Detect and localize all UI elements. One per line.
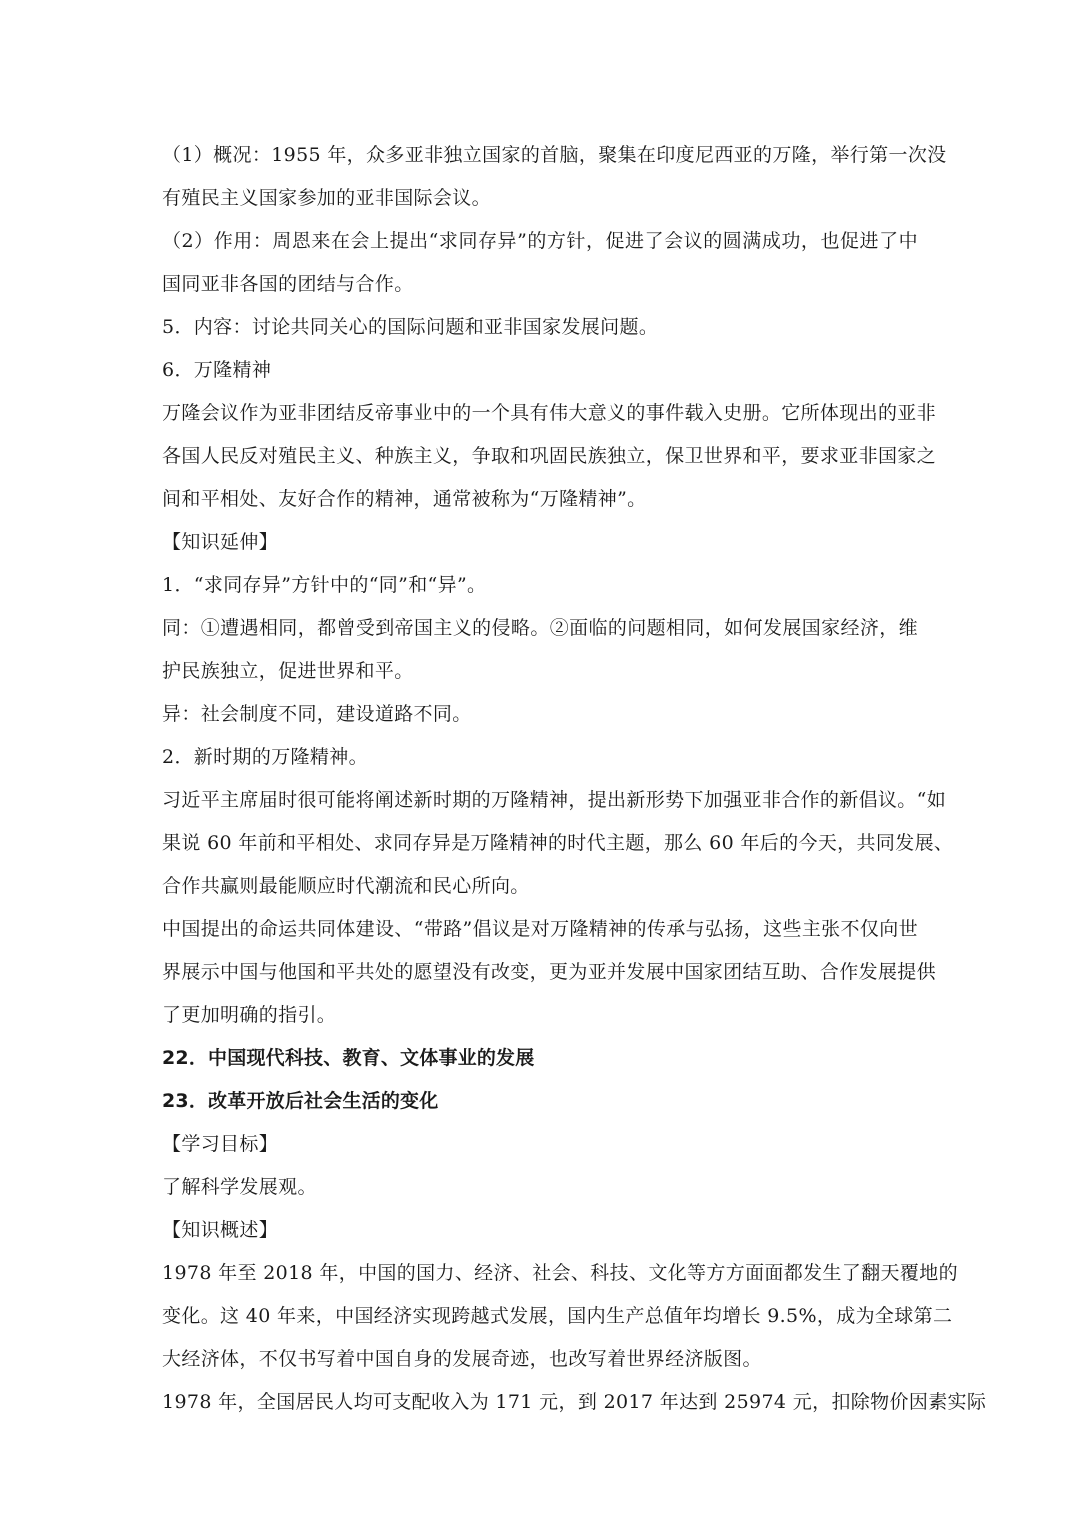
paragraph-line: 有殖民主义国家参加的亚非国际会议。 — [162, 187, 491, 209]
paragraph-line: 护民族独立，促进世界和平。 — [162, 660, 414, 682]
paragraph-line: 了解科学发展观。 — [162, 1176, 317, 1198]
paragraph-line: 果说 60 年前和平相处、求同存异是万隆精神的时代主题，那么 60 年后的今天，共同发展、 — [162, 832, 954, 854]
bracket-heading: 【知识延伸】 — [162, 531, 279, 553]
document-page — [162, 134, 987, 1424]
paragraph-line: 了更加明确的指引。 — [162, 1004, 337, 1026]
section-heading: 6．万隆精神 — [162, 359, 272, 381]
paragraph-line: 界展示中国与他国和平共处的愿望没有改变，更为亚并发展中国家团结互助、合作发展提供 — [162, 961, 937, 983]
chapter-heading: 22．中国现代科技、教育、文体事业的发展 — [162, 1047, 535, 1069]
paragraph-line: （2）作用：周恩来在会上提出“求同存异”的方针，促进了会议的圆满成功，也促进了中 — [162, 230, 918, 252]
paragraph-line: 异：社会制度不同，建设道路不同。 — [162, 703, 472, 725]
bracket-heading: 【知识概述】 — [162, 1219, 279, 1241]
section-heading: 2．新时期的万隆精神。 — [162, 746, 368, 768]
paragraph-line: 变化。这 40 年来，中国经济实现跨越式发展，国内生产总值年均增长 9.5%，成为全球第二 — [162, 1305, 953, 1327]
paragraph-line: 国同亚非各国的团结与合作。 — [162, 273, 414, 295]
paragraph-line: 同：①遭遇相同，都曾受到帝国主义的侵略。②面临的问题相同，如何发展国家经济，维 — [162, 617, 918, 639]
paragraph-line: 习近平主席届时很可能将阐述新时期的万隆精神，提出新形势下加强亚非合作的新倡议。“如 — [162, 789, 947, 811]
paragraph-line: 大经济体，不仅书写着中国自身的发展奇迹，也改写着世界经济版图。 — [162, 1348, 762, 1370]
section-heading: 5．内容：讨论共同关心的国际问题和亚非国家发展问题。 — [162, 316, 659, 338]
paragraph-line: （1）概况：1955 年，众多亚非独立国家的首脑，聚集在印度尼西亚的万隆，举行第一次没 — [162, 144, 947, 166]
paragraph-line: 合作共赢则最能顺应时代潮流和民心所向。 — [162, 875, 530, 897]
paragraph-line: 万隆会议作为亚非团结反帝事业中的一个具有伟大意义的事件载入史册。它所体现出的亚非 — [162, 402, 937, 424]
bracket-heading: 【学习目标】 — [162, 1133, 279, 1155]
paragraph-line: 1978 年，全国居民人均可支配收入为 171 元，到 2017 年达到 25974 元，扣除物价因素实际 — [162, 1391, 987, 1413]
paragraph-line: 1978 年至 2018 年，中国的国力、经济、社会、科技、文化等方方面面都发生了翻天覆地的 — [162, 1262, 958, 1284]
section-heading: 1．“求同存异”方针中的“同”和“异”。 — [162, 574, 487, 596]
chapter-heading: 23．改革开放后社会生活的变化 — [162, 1090, 439, 1112]
paragraph-line: 中国提出的命运共同体建设、“带路”倡议是对万隆精神的传承与弘扬，这些主张不仅向世 — [162, 918, 918, 940]
paragraph-line: 各国人民反对殖民主义、种族主义，争取和巩固民族独立，保卫世界和平，要求亚非国家之 — [162, 445, 937, 467]
paragraph-line: 间和平相处、友好合作的精神，通常被称为“万隆精神”。 — [162, 488, 647, 510]
